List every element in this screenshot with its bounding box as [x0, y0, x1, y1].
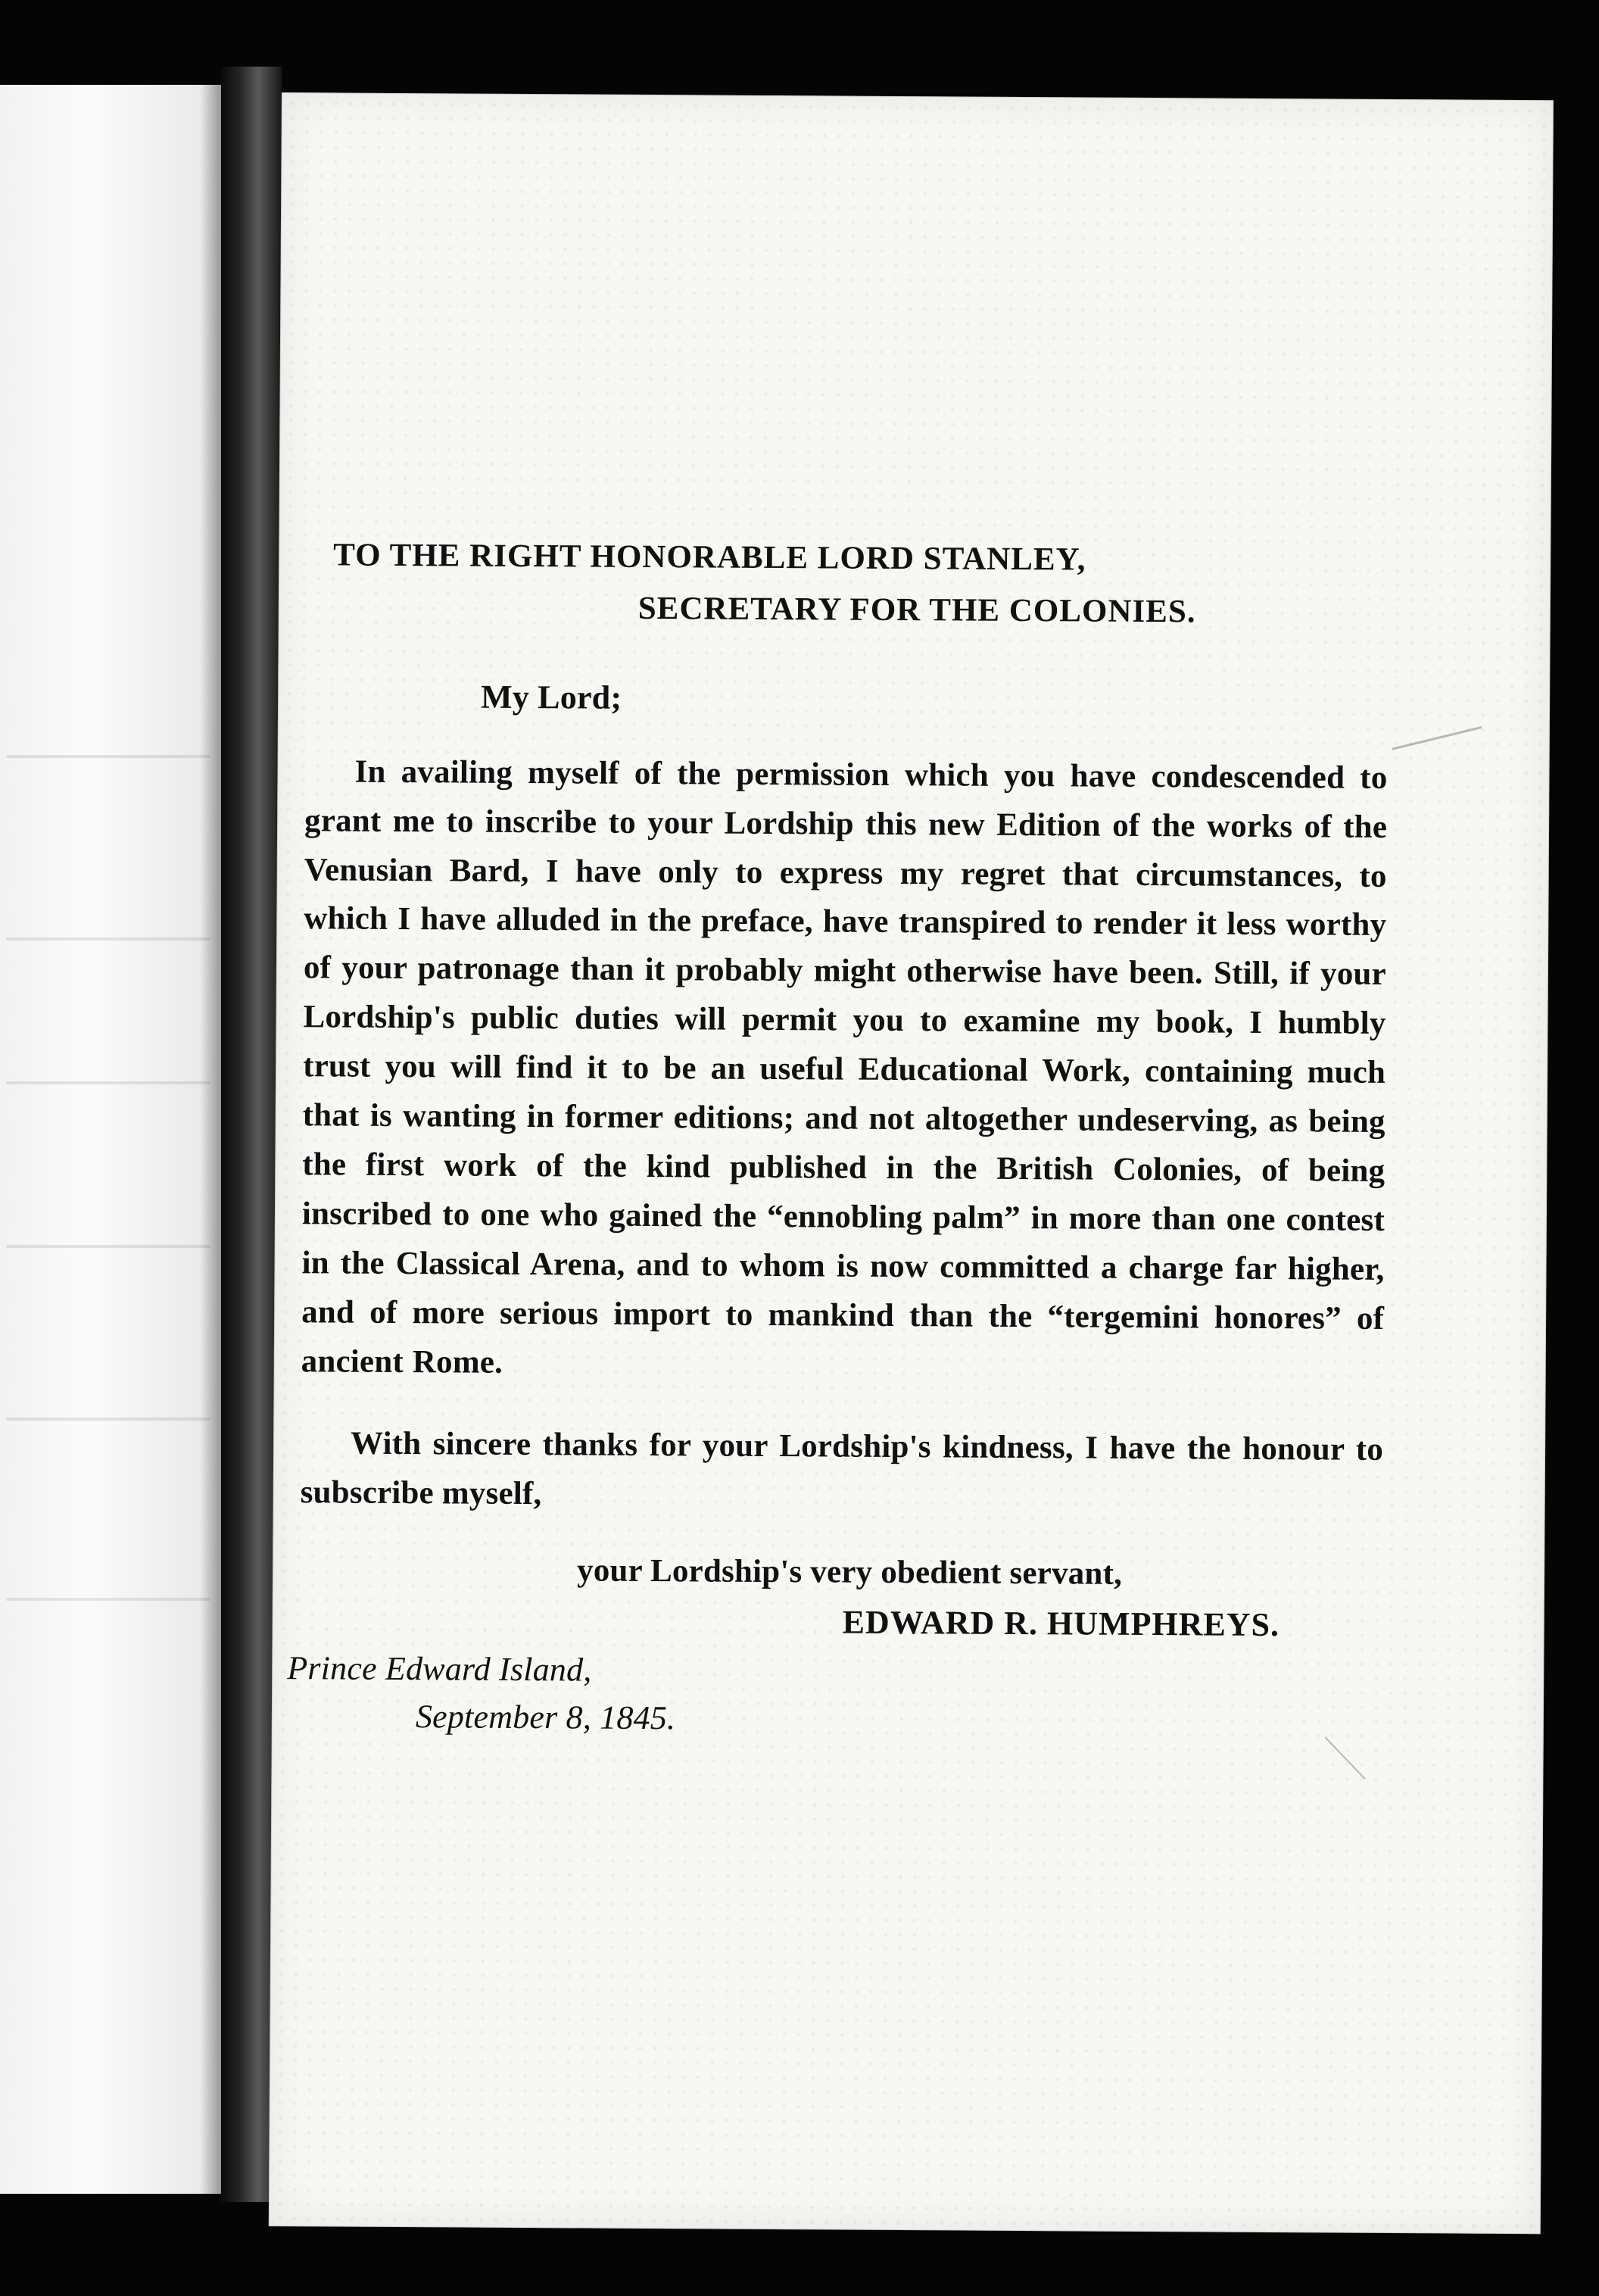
dedication-line-two: SECRETARY FOR THE COLONIES. — [637, 591, 1196, 630]
left-page-bleed-line — [6, 1418, 210, 1421]
place: Prince Edward Island, — [287, 1649, 592, 1689]
dedication-page — [287, 532, 1389, 1747]
signature: EDWARD R. HUMPHREYS. — [842, 1603, 1280, 1643]
dedication-block — [333, 532, 1389, 637]
main-paragraph: In availing myself of the permission which you have condescended to grant me to inscribe to your Lordship this new Edition of the works of the Venusian Bard, I have only to express my regret that circumstances, to which I have alluded in the preface, have transpired to render it less worthy of your patronage than it probably might otherwise have been. Still, if your Lordship's public duties will permit you to examine my book, I humbly trust you will find it to be an useful Educational Work, containing much that is wanting in former editions; and not altogether undeserving, as being the first work of the kind published in the British Colonies, of being inscribed to one who gained the “ennobling palm” in more than one contest in the Classical Arena, and to whom is now committed a charge far higher, and of more serious import to mankind than the “tergemini honores” of ancient Rome. — [301, 753, 1388, 1380]
left-page-bleed-line — [6, 1081, 210, 1084]
closing-line: your Lordship's very obedient servant, — [576, 1552, 1123, 1592]
salutation: My Lord; — [480, 678, 622, 716]
left-page-bleed-line — [6, 1598, 210, 1601]
left-page-bleed-line — [6, 937, 210, 941]
left-page-bleed-line — [6, 755, 210, 758]
left-page-bleed-line — [6, 1245, 210, 1248]
thanks-paragraph: With sincere thanks for your Lordship's kindness, I have the honour to subscribe myself, — [300, 1425, 1384, 1511]
place-and-date — [287, 1644, 1382, 1747]
dedication-line-one: TO THE RIGHT HONORABLE LORD STANLEY, — [333, 537, 1086, 578]
scan-mark — [1392, 726, 1482, 750]
right-page — [269, 92, 1554, 2234]
date: September 8, 1845. — [415, 1698, 676, 1737]
left-page-edge — [0, 85, 229, 2194]
